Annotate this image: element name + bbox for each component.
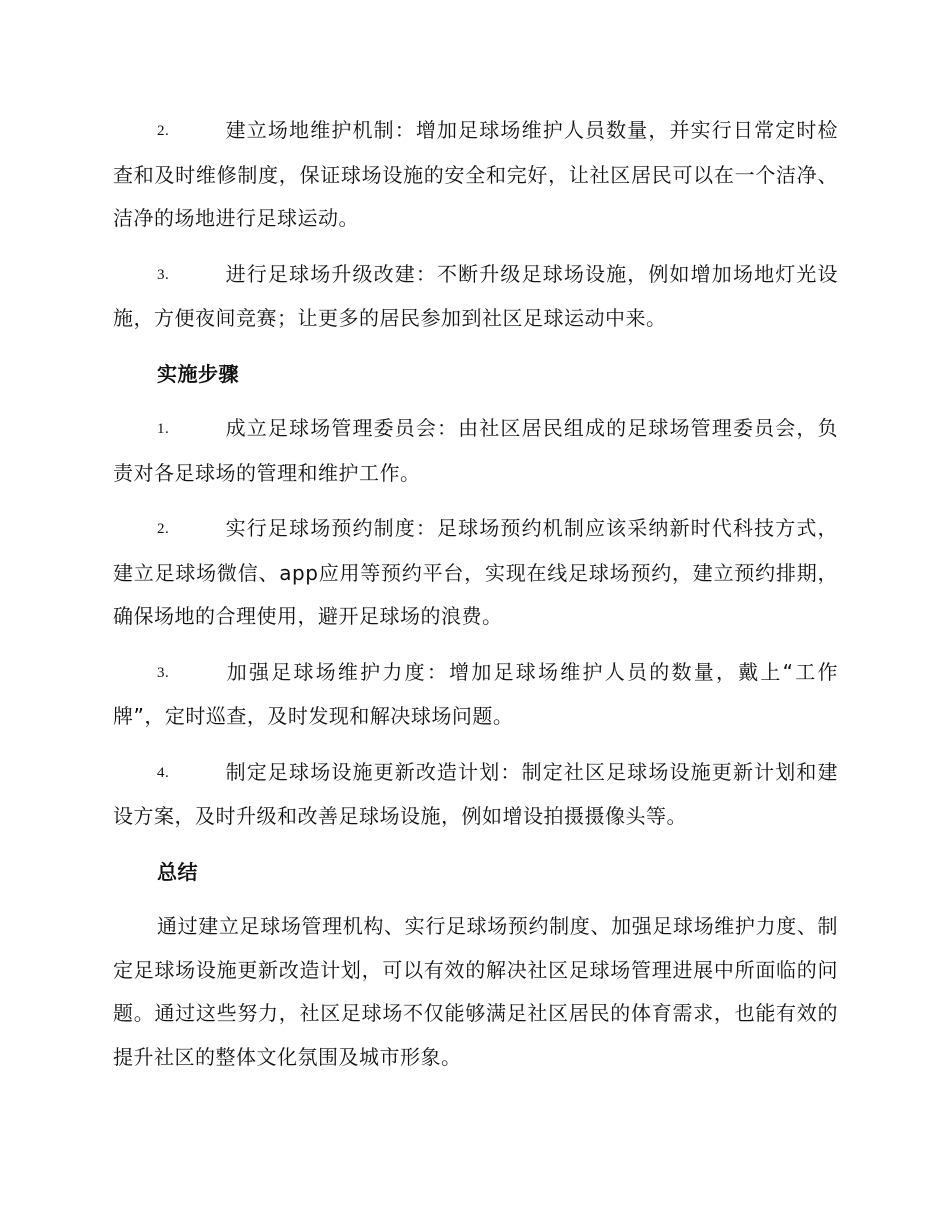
list-item-text: 成立足球场管理委员会：由社区居民组成的足球场管理委员会，负责对各足球场的管理和维护工作。 bbox=[113, 416, 838, 485]
list-item-text: 建立场地维护机制：增加足球场维护人员数量，并实行日常定时检查和及时维修制度，保证球场设施的安全和完好，让社区居民可以在一个洁净、洁净的场地进行足球运动。 bbox=[113, 118, 838, 230]
list-item bbox=[113, 109, 838, 241]
list-item-text: 实行足球场预约制度：足球场预约机制应该采纳新时代科技方式，建立足球场微信、app应用等预约平台，实现在线足球场预约，建立预约排期，确保场地的合理使用，避开足球场的浪费。 bbox=[113, 516, 838, 628]
list-item-number: 2. bbox=[157, 123, 170, 139]
section-heading-summary: 总结 bbox=[157, 859, 198, 884]
list-item-number: 2. bbox=[157, 521, 170, 537]
list-item bbox=[113, 751, 838, 839]
list-item-text: 制定足球场设施更新改造计划：制定社区足球场设施更新计划和建设方案，及时升级和改善足球场设施，例如增设拍摄摄像头等。 bbox=[113, 759, 838, 828]
list-item bbox=[113, 407, 838, 495]
list-item-number: 4. bbox=[157, 764, 170, 781]
list-item bbox=[113, 253, 838, 341]
section-heading-implementation: 实施步骤 bbox=[157, 361, 239, 386]
list-item-number: 1. bbox=[157, 421, 170, 437]
list-item-text: 加强足球场维护力度：增加足球场维护人员的数量，戴上“工作牌”，定时巡查，及时发现和解决球场问题。 bbox=[113, 659, 838, 728]
list-item bbox=[113, 507, 838, 639]
list-item bbox=[113, 651, 838, 739]
document-body bbox=[113, 109, 838, 1079]
summary-paragraph: 通过建立足球场管理机构、实行足球场预约制度、加强足球场维护力度、制定足球场设施更新改造计划，可以有效的解决社区足球场管理进展中所面临的问题。通过这些努力，社区足球场不仅能够满足社区居民的体育需求，也能有效的提升社区的整体文化氛围及城市形象。 bbox=[113, 914, 838, 1069]
list-item-text: 进行足球场升级改建：不断升级足球场设施，例如增加场地灯光设施，方便夜间竞赛；让更多的居民参加到社区足球运动中来。 bbox=[113, 261, 838, 330]
list-item-number: 3. bbox=[157, 266, 170, 283]
list-item-number: 3. bbox=[157, 664, 170, 681]
